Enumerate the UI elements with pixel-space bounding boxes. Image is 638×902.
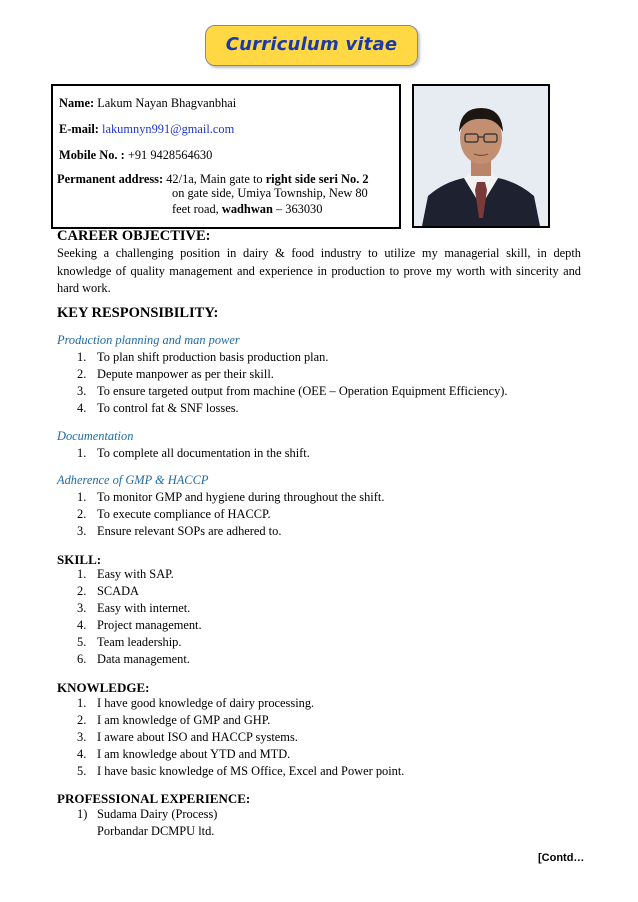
- section-title-gmp-haccp: Adherence of GMP & HACCP: [57, 473, 209, 487]
- address-label: Permanent address:: [57, 172, 164, 186]
- skill-heading: SKILL:: [57, 552, 102, 567]
- profile-photo-image: [414, 86, 548, 226]
- address-line3: [172, 202, 368, 218]
- address-line1-a: 42/1a, Main gate to: [166, 172, 266, 186]
- page-title: Curriculum vitae: [225, 34, 398, 55]
- continued-marker: [Contd…: [538, 852, 585, 864]
- key-responsibility-heading: KEY RESPONSIBILITY:: [57, 305, 219, 321]
- list-item: 1. I have good knowledge of dairy processing.: [77, 696, 315, 710]
- list-item: 3. Ensure relevant SOPs are adhered to.: [77, 524, 282, 538]
- knowledge-heading: KNOWLEDGE:: [57, 680, 150, 695]
- list-item: 2. Depute manpower as per their skill.: [77, 367, 274, 381]
- list-item: 6. Data management.: [77, 652, 190, 666]
- title-banner: [205, 25, 418, 66]
- address-city: wadhwan: [221, 201, 273, 216]
- email-label: E-mail:: [59, 122, 99, 136]
- address-line3-a: feet road,: [172, 201, 222, 216]
- experience-heading: PROFESSIONAL EXPERIENCE:: [57, 791, 251, 806]
- address-line3-c: – 363030: [272, 201, 323, 216]
- list-item: 4. To control fat & SNF losses.: [77, 401, 239, 415]
- address-row: [57, 172, 369, 187]
- name-row: [59, 96, 236, 111]
- mobile-row: [59, 148, 212, 163]
- list-item: 1. To complete all documentation in the shift.: [77, 446, 310, 460]
- list-item: 2. I am knowledge of GMP and GHP.: [77, 713, 271, 727]
- list-item: 2. SCADA: [77, 584, 139, 598]
- list-item: 1. Easy with SAP.: [77, 567, 174, 581]
- profile-photo: [412, 84, 550, 228]
- email-link[interactable]: lakumnyn991@gmail.com: [102, 122, 235, 136]
- section-title-documentation: Documentation: [57, 429, 134, 443]
- address-continued: [172, 186, 368, 217]
- experience-item: 1) Sudama Dairy (Process): [77, 807, 218, 821]
- address-line2: on gate side, Umiya Township, New 80: [172, 186, 368, 200]
- list-item: 3. I aware about ISO and HACCP systems.: [77, 730, 298, 744]
- list-item: 5. I have basic knowledge of MS Office, Excel and Power point.: [77, 764, 405, 778]
- list-item: 3. Easy with internet.: [77, 601, 191, 615]
- section-title-production: Production planning and man power: [57, 333, 240, 347]
- list-item: 4. I am knowledge about YTD and MTD.: [77, 747, 291, 761]
- experience-org: Porbandar DCMPU ltd.: [97, 824, 215, 838]
- list-item: 2. To execute compliance of HACCP.: [77, 507, 271, 521]
- career-objective-text: Seeking a challenging position in dairy & food industry to utilize my managerial skill, in depth knowledge of quality management and experience in production to prove my worth with sincerity and hard work.: [57, 246, 581, 295]
- list-item: 4. Project management.: [77, 618, 202, 632]
- contact-info-box: [51, 84, 401, 229]
- name-label: Name:: [59, 96, 95, 110]
- career-objective-heading: CAREER OBJECTIVE:: [57, 228, 211, 244]
- name-value: Lakum Nayan Bhagvanbhai: [97, 96, 237, 110]
- mobile-label: Mobile No. :: [59, 148, 125, 162]
- list-item: 1. To plan shift production basis production plan.: [77, 350, 329, 364]
- email-row: [59, 122, 234, 137]
- list-item: 3. To ensure targeted output from machine (OEE – Operation Equipment Efficiency).: [77, 384, 508, 398]
- address-line1-b: right side seri No. 2: [265, 172, 369, 186]
- list-item: 5. Team leadership.: [77, 635, 182, 649]
- mobile-value: +91 9428564630: [127, 148, 213, 162]
- list-item: 1. To monitor GMP and hygiene during throughout the shift.: [77, 490, 385, 504]
